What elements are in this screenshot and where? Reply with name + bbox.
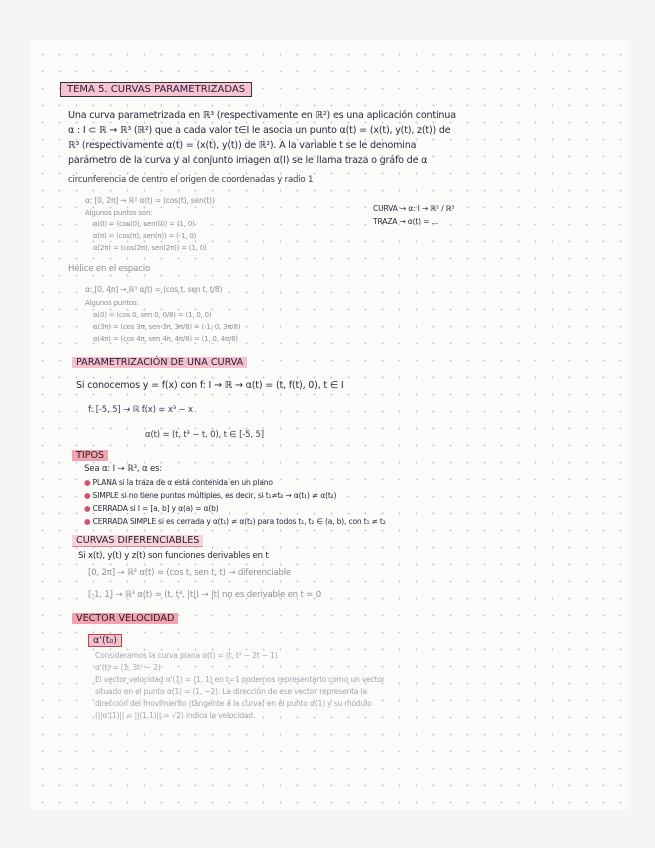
param-line-1: Si conocemos y = f(x) con f: I → ℝ → α(t) = (t, f(t), 0), t ∈ I <box>76 380 344 391</box>
helix-line-1: α: [0, 4π] → ℝ³ α(t) = (cos t, sen t, t/8) <box>85 285 223 294</box>
bullet-icon: ● <box>84 504 93 513</box>
bullet-icon: ● <box>84 491 93 500</box>
tipo-plana <box>84 478 273 487</box>
bullet-icon: ● <box>84 517 93 526</box>
tipo-cerrada-text: CERRADA si I = [a, b] y α(a) = α(b) <box>92 504 219 513</box>
circle-line-4: α(π) = (cos(π), sen(π)) = (-1, 0) <box>93 232 197 240</box>
page-title: TEMA 5. CURVAS PARAMETRIZADAS <box>60 82 252 97</box>
circle-line-5: α(2π) = (cos(2π), sen(2π)) = (1, 0) <box>93 244 207 252</box>
tipo-cerrada-simple-text: CERRADA SIMPLE si es cerrada y α(t₁) ≠ α(t₂) para todos t₁, t₂ ∈ (a, b), con t₁ ≠ t₂ <box>92 517 386 526</box>
velocity-formula: α'(t₀) <box>88 634 122 647</box>
tipo-simple-text: SIMPLE si no tiene puntos múltiples, es decir, si t₁≠t₂ → α(t₁) ≠ α(t₂) <box>92 491 337 500</box>
circle-line-1: α: [0, 2π] → ℝ² α(t) = (cos(t), sen(t)) <box>85 196 215 205</box>
tipo-cerrada-simple <box>84 517 604 526</box>
traza-note: TRAZA → α(t) = ... <box>373 217 439 226</box>
velocity-line-6: (||α'(1)|| = ||(1,1)|| = √2) indica la velocidad. <box>95 711 256 720</box>
tipo-cerrada <box>84 504 219 513</box>
helix-line-3: α(0) = (cos 0, sen 0, 0/8) = (1, 0, 0) <box>93 311 212 319</box>
velocity-heading: VECTOR VELOCIDAD <box>72 613 178 624</box>
diff-line-1: [0, 2π] → ℝ³ α(t) = (cos t, sen t, t) → diferenciable <box>88 568 292 578</box>
circle-line-3: α(0) = (cos(0), sen(0)) = (1, 0) <box>93 220 195 228</box>
diff-line-2: [-1, 1] → ℝ³ α(t) = (t, t³, |t|) → |t| no es derivable en t = 0 <box>88 590 321 600</box>
velocity-line-3: El vector velocidad α'(1) = (1, 1) en t=1 podemos representarlo como un vector <box>95 675 385 684</box>
diff-lead: Si x(t), y(t) y z(t) son funciones derivables en t <box>78 551 269 561</box>
intro-line-3: ℝ³ (respectivamente α(t) = (x(t), y(t)) de ℝ²). A la variable t se le denomina <box>68 140 417 151</box>
intro-line-2: α : I ⊂ ℝ → ℝ³ (ℝ²) que a cada valor t∈I le asocia un punto α(t) = (x(t), y(t), z(t)) de <box>68 125 451 136</box>
tipos-lead: Sea α: I → ℝ³, α es: <box>84 464 163 474</box>
curva-note: CURVA → α: I → ℝ² / ℝ³ <box>373 204 455 213</box>
param-line-2: f: [-5, 5] → ℝ f(x) = x³ − x <box>88 405 193 415</box>
tipo-simple <box>84 491 336 500</box>
helix-line-5: α(4π) = (cos 4π, sen 4π, 4π/8) = (1, 0, 4π/8) <box>93 335 238 343</box>
intro-line-4: parámetro de la curva y al conjunto imagen α(I) se le llama traza o gráfo de α <box>68 155 428 166</box>
helix-line-2: Algunos puntos: <box>85 299 139 307</box>
helix-heading: Hélice en el espacio <box>68 264 150 274</box>
intro-line-1: Una curva parametrizada en ℝ³ (respectivamente en ℝ²) es una aplicación continua <box>68 110 456 121</box>
circle-line-2: Algunos puntos son: <box>85 209 153 217</box>
velocity-line-2: α'(t) = (1, 3t² − 2) <box>95 663 161 672</box>
velocity-line-5: dirección del movimiento (tangente a la curva) en el punto α(1) y su módulo <box>95 699 372 708</box>
param-line-3: α(t) = (t, t³ − t, 0), t ∈ [-5, 5] <box>145 430 264 440</box>
tipos-heading: TIPOS <box>72 450 108 461</box>
circle-heading: circunferencia de centro el origen de coordenadas y radio 1 <box>68 175 314 185</box>
bullet-icon: ● <box>84 478 93 487</box>
tipo-plana-text: PLANA si la traza de α está contenida en un plano <box>92 478 273 487</box>
param-heading: PARAMETRIZACIÓN DE UNA CURVA <box>72 357 247 368</box>
velocity-line-4: situado en el punto α(1) = (1, −2). La dirección de ese vector representa la <box>95 687 367 696</box>
velocity-line-1: Consideramos la curva plana α(t) = (t, t³ − 2t − 1) <box>95 651 278 660</box>
helix-line-4: α(3π) = (cos 3π, sen 3π, 3π/8) = (-1, 0, 3π/8) <box>93 323 241 331</box>
diff-heading: CURVAS DIFERENCIABLES <box>72 535 203 547</box>
